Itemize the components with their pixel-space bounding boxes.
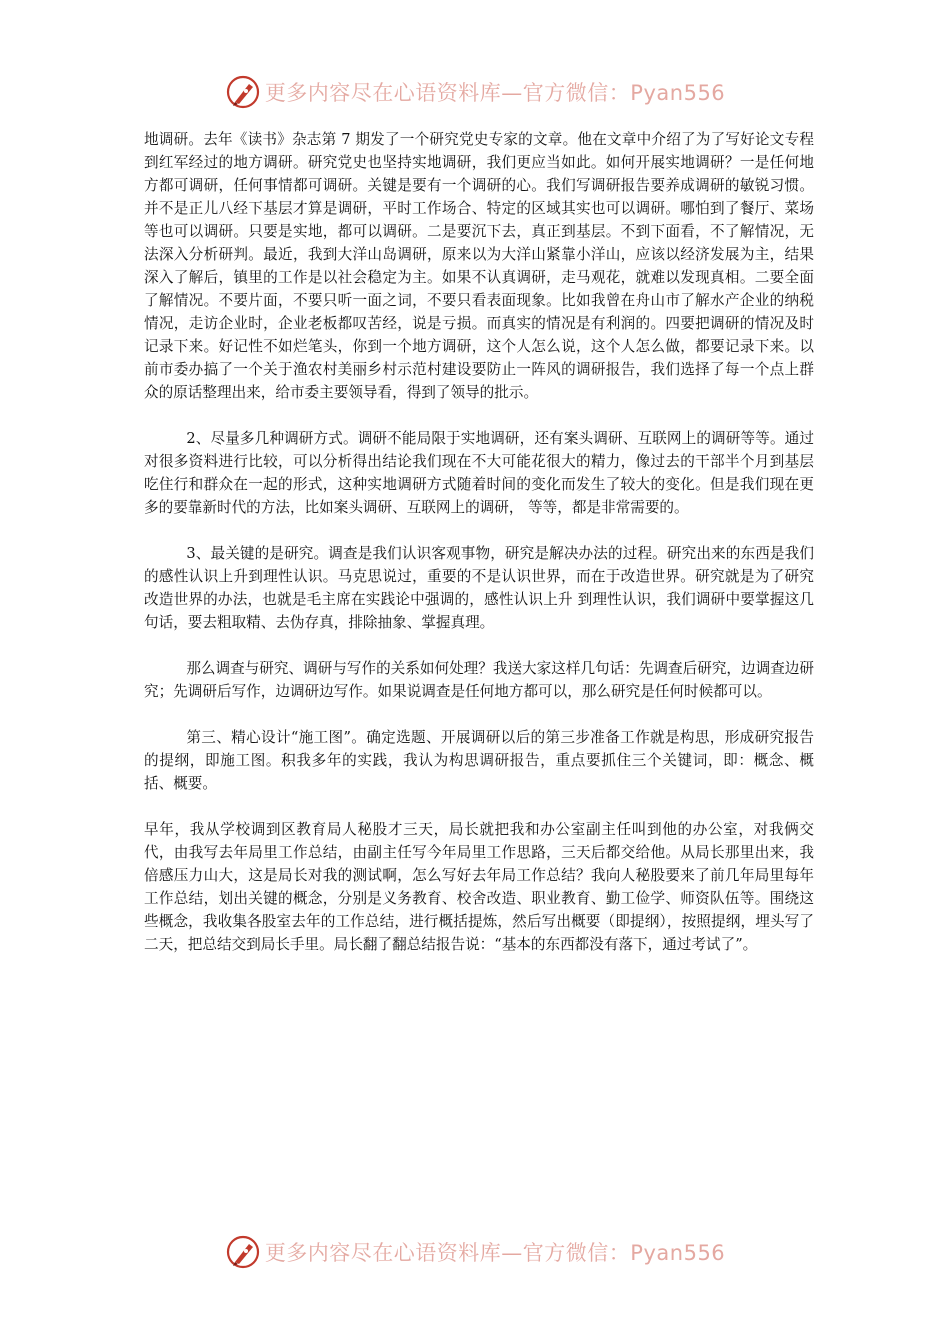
paragraph-5: 第三、精心设计“施工图”。确定选题、开展调研以后的第三步准备工作就是构思，形成研究报告的提纲，即施工图。积我多年的实践，我认为构思调研报告，重点要抓住三个关键词，即：概念、概括、概要。 — [144, 729, 814, 792]
paragraph-3: 3、最关键的是研究。调查是我们认识客观事物，研究是解决办法的过程。研究出来的东西是我们的感性认识上升到理性认识。马克思说过，重要的不是认识世界，而在于改造世界。研究就是为了研究改造世界的办法，也就是毛主席在实践论中强调的，感性认识上升 到理性认识，我们调研中要掌握这几句话，要去粗取精、去伪存真，排除抽象、掌握真理。 — [144, 545, 814, 631]
header-banner — [0, 72, 950, 112]
document-body — [144, 128, 814, 956]
footer-banner — [0, 1232, 950, 1272]
pen-logo-icon — [225, 74, 261, 110]
paragraph-6: 早年，我从学校调到区教育局人秘股才三天，局长就把我和办公室副主任叫到他的办公室，对我俩交代，由我写去年局里工作总结，由副主任写今年局里工作思路，三天后都交给他。从局长那里出来，我倍感压力山大，这是局长对我的测试啊，怎么写好去年局工作总结？我向人秘股要来了前几年局里每年工作总结，划出关键的概念，分别是义务教育、校舍改造、职业教育、勤工俭学、师资队伍等。围绕这些概念，我收集各股室去年的工作总结，进行概括提炼，然后写出概要（即提纲），按照提纲，埋头写了二天，把总结交到局长手里。局长翻了翻总结报告说：“基本的东西都没有落下，通过考试了”。 — [144, 821, 814, 953]
paragraph-2: 2、尽量多几种调研方式。调研不能局限于实地调研，还有案头调研、互联网上的调研等等。通过对很多资料进行比较，可以分析得出结论我们现在不大可能花很大的精力，像过去的干部半个月到基层吃住行和群众在一起的形式，这种实地调研方式随着时间的变化而发生了较大的变化。但是我们现在更多的要靠新时代的方法，比如案头调研、互联网上的调研， 等等，都是非常需要的。 — [144, 430, 814, 516]
paragraph-1: 地调研。去年《读书》杂志第 7 期发了一个研究党史专家的文章。他在文章中介绍了为了写好论文专程到红军经过的地方调研。研究党史也坚持实地调研，我们更应当如此。如何开展实地调研？一是任何地方都可调研，任何事情都可调研。关键是要有一个调研的心。我们写调研报告要养成调研的敏锐习惯。并不是正儿八经下基层才算是调研，平时工作场合、特定的区域其实也可以调研。哪怕到了餐厅、菜场等也可以调研。只要是实地，都可以调研。二是要沉下去，真正到基层。不到下面看，不了解情况，无法深入分析研判。最近，我到大洋山岛调研，原来以为大洋山紧靠小洋山，应该以经济发展为主，结果深入了解后，镇里的工作是以社会稳定为主。如果不认真调研，走马观花，就难以发现真相。二要全面了解情况。不要片面，不要只听一面之词，不要只看表面现象。比如我曾在舟山市了解水产企业的纳税情况，走访企业时，企业老板都叹苦经，说是亏损。而真实的情况是有利润的。四要把调研的情况及时记录下来。好记性不如烂笔头，你到一个地方调研，这个人怎么说，这个人怎么做，都要记录下来。以前市委办搞了一个关于渔农村美丽乡村示范村建设要防止一阵风的调研报告，我们选择了每一个点上群众的原话整理出来，给市委主要领导看，得到了领导的批示。 — [144, 131, 814, 401]
paragraph-4: 那么调查与研究、调研与写作的关系如何处理？我送大家这样几句话：先调查后研究，边调查边研究；先调研后写作，边调研边写作。如果说调查是任何地方都可以，那么研究是任何时候都可以。 — [144, 660, 814, 700]
banner-text: 更多内容尽在心语资料库—官方微信：Pyan556 — [264, 81, 726, 105]
banner-text: 更多内容尽在心语资料库—官方微信：Pyan556 — [264, 1241, 726, 1265]
pen-logo-icon — [225, 1234, 261, 1270]
